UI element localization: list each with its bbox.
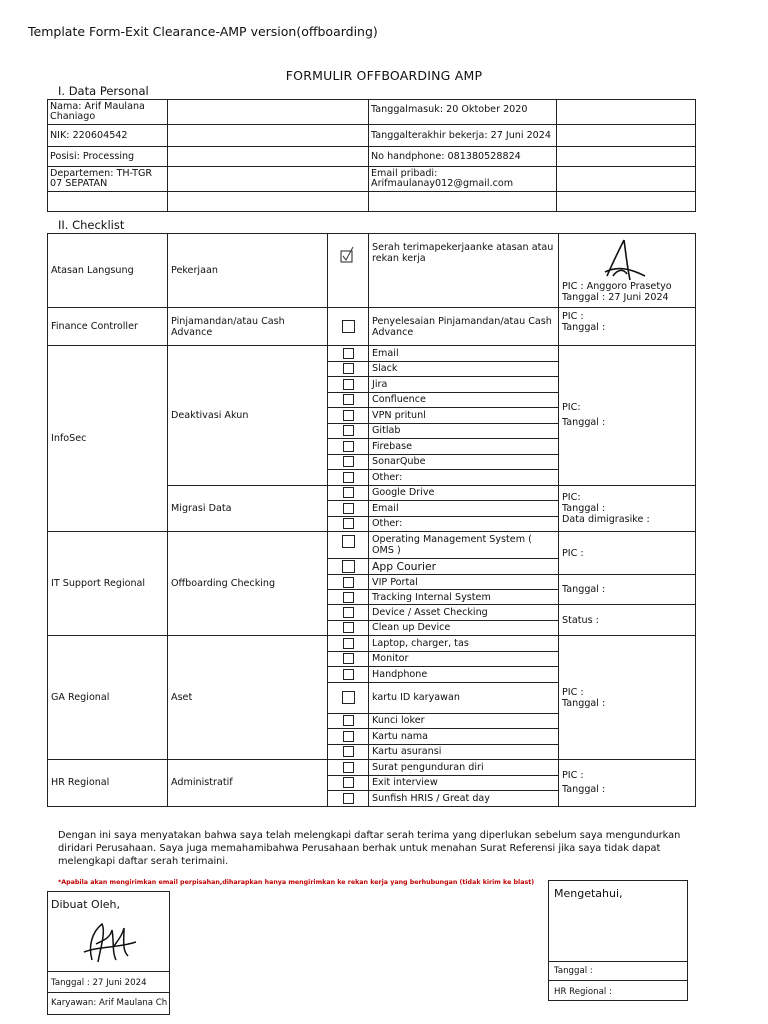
dept-infosec: InfoSec [48, 346, 168, 532]
item-handphone: Handphone [369, 667, 559, 683]
item-tracking: Tracking Internal System [369, 590, 559, 605]
item-gitlab: Gitlab [369, 423, 559, 439]
department-cell: Departemen: TH-TGR 07 SEPATAN [48, 167, 168, 192]
checkbox-email[interactable] [343, 348, 354, 359]
nik-cell: NIK: 220604542 [48, 125, 168, 147]
statement-text: Dengan ini saya menyatakan bahwa saya telah melengkapi daftar serah terima yang diperlukan sebelum saya mengundurkan diridari Perusahaan. Saya juga memahamibahwa Perusahaan berhak untuk menahan Surat Referensi jika saya tidak dapat melengkapi daftar serah terimaini. [58, 830, 681, 867]
created-date: Tanggal : 27 Juni 2024 [51, 978, 147, 988]
form-title: FORMULIR OFFBOARDING AMP [285, 68, 483, 83]
pic-ga: PIC : [562, 686, 584, 698]
checkbox-oms[interactable] [342, 535, 355, 548]
item-confluence: Confluence [369, 392, 559, 408]
dept-ga: GA Regional [48, 636, 168, 760]
checkbox-cash-advance[interactable] [342, 320, 355, 333]
acknowledged-box [548, 880, 688, 1001]
checkbox-kartu-nama[interactable] [343, 731, 354, 742]
created-by-box [47, 891, 170, 1015]
pic-it-support: PIC : [559, 532, 696, 575]
checkbox-slack[interactable] [343, 363, 354, 374]
category-pinjaman: Pinjamandan/atau Cash Advance [168, 308, 328, 346]
item-email: Email [369, 346, 559, 362]
dept-finance: Finance Controller [48, 308, 168, 346]
personal-data-table [47, 99, 696, 212]
start-date-cell: Tanggalmasuk: 20 Oktober 2020 [369, 100, 557, 125]
checkbox-kunci-loker[interactable] [343, 715, 354, 726]
item-laptop: Laptop, charger, tas [369, 636, 559, 652]
checkbox-exit-interview[interactable] [343, 777, 354, 788]
tanggal-it-support: Tanggal : [559, 575, 696, 605]
pic-finance: PIC : [562, 311, 584, 322]
name-cell: Nama: Arif Maulana Chaniago [48, 100, 168, 125]
checkbox-sonarqube[interactable] [343, 456, 354, 467]
dept-it-support: IT Support Regional [48, 532, 168, 636]
employee-name: Karyawan: Arif Maulana Ch [51, 998, 168, 1008]
category-administratif: Administratif [168, 760, 328, 807]
item-migrasi-email: Email [369, 501, 559, 517]
pic-atasan: PIC : Anggoro Prasetyo [562, 281, 672, 292]
item-kunci-loker: Kunci loker [369, 713, 559, 729]
item-jira: Jira [369, 377, 559, 393]
tanggal-hr: Tanggal : [562, 784, 606, 796]
checkbox-migrasi-email[interactable] [343, 503, 354, 514]
item-kartu-nama: Kartu nama [369, 729, 559, 745]
checkbox-clean-up[interactable] [343, 622, 354, 633]
item-kartu-asuransi: Kartu asuransi [369, 744, 559, 760]
checkbox-firebase[interactable] [343, 441, 354, 452]
template-title: Template Form-Exit Clearance-AMP version(offboarding) [28, 24, 378, 39]
checkbox-tracking[interactable] [343, 592, 354, 603]
phone-cell: No handphone: 081380528824 [369, 147, 557, 167]
item-app-courier: App Courier [369, 559, 559, 575]
item-device-asset: Device / Asset Checking [369, 605, 559, 621]
tanggal-finance: Tanggal : [562, 322, 606, 333]
category-pekerjaan: Pekerjaan [168, 234, 328, 308]
tanggal-infosec-deaktivasi: Tanggal : [562, 417, 606, 429]
tanggal-ga: Tanggal : [562, 697, 606, 709]
item-exit-interview: Exit interview [369, 775, 559, 791]
item-serah-terima: Serah terimapekerjaanke atasan atau rekan kerja [369, 234, 559, 308]
ack-date: Tanggal : [554, 966, 593, 976]
checkbox-surat-pengunduran[interactable] [343, 762, 354, 773]
item-oms: Operating Management System ( OMS ) [369, 532, 559, 559]
checkbox-gitlab[interactable] [343, 425, 354, 436]
category-deaktivasi: Deaktivasi Akun [168, 346, 328, 486]
item-google-drive: Google Drive [369, 485, 559, 501]
supervisor-signature [599, 236, 649, 284]
item-vip-portal: VIP Portal [369, 575, 559, 590]
checkbox-jira[interactable] [343, 379, 354, 390]
checkbox-confluence[interactable] [343, 394, 354, 405]
dept-hr: HR Regional [48, 760, 168, 807]
acknowledged-label: Mengetahui, [554, 887, 623, 900]
section-checklist-heading: II. Checklist [58, 218, 125, 232]
end-date-cell: Tanggalterakhir bekerja: 27 Juni 2024 [369, 125, 557, 147]
pic-infosec-migrasi: PIC: [562, 491, 581, 503]
tanggal-atasan: Tanggal : 27 Juni 2024 [562, 292, 669, 303]
tanggal-infosec-migrasi: Tanggal : [562, 502, 606, 514]
category-offboarding-checking: Offboarding Checking [168, 532, 328, 636]
item-firebase: Firebase [369, 439, 559, 455]
item-monitor: Monitor [369, 651, 559, 667]
checklist-table [47, 233, 696, 807]
dept-atasan: Atasan Langsung [48, 234, 168, 308]
checkbox-handphone[interactable] [343, 669, 354, 680]
item-sunfish: Sunfish HRIS / Great day [369, 791, 559, 807]
checkbox-kartu-id[interactable] [342, 691, 355, 704]
item-clean-up: Clean up Device [369, 620, 559, 636]
data-dimigrasi: Data dimigrasike : [562, 513, 650, 525]
email-note: *Apabila akan mengirimkan email perpisahan,diharapkan hanya mengirimkan ke rekan kerja yang berhubungan (tidak kirim ke blast) [58, 879, 535, 886]
email-cell: Email pribadi: Arifmaulanay012@gmail.com [369, 167, 557, 192]
section-data-personal-heading: I. Data Personal [58, 84, 149, 98]
item-cash-advance: Penyelesaian Pinjamandan/atau Cash Advance [369, 308, 559, 346]
created-by-label: Dibuat Oleh, [51, 898, 120, 911]
item-other-deaktivasi: Other: [369, 470, 559, 486]
item-other-migrasi: Other: [369, 516, 559, 532]
checkbox-vip-portal[interactable] [343, 577, 354, 588]
checkbox-serah-terima[interactable] [340, 245, 356, 263]
checkbox-kartu-asuransi[interactable] [343, 746, 354, 757]
checkbox-other-migrasi[interactable] [343, 518, 354, 529]
checkbox-device-asset[interactable] [343, 607, 354, 618]
item-sonarqube: SonarQube [369, 454, 559, 470]
category-aset: Aset [168, 636, 328, 760]
checkbox-vpn[interactable] [343, 410, 354, 421]
checkbox-sunfish[interactable] [343, 793, 354, 804]
checkbox-monitor[interactable] [343, 653, 354, 664]
ack-hr: HR Regional : [554, 987, 612, 997]
item-kartu-id: kartu ID karyawan [369, 682, 559, 713]
checkbox-laptop[interactable] [343, 638, 354, 649]
item-slack: Slack [369, 361, 559, 377]
item-surat-pengunduran: Surat pengunduran diri [369, 760, 559, 776]
position-cell: Posisi: Processing [48, 147, 168, 167]
pic-hr: PIC : [562, 770, 584, 782]
checkbox-app-courier[interactable] [342, 560, 355, 573]
status-it-support: Status : [559, 605, 696, 636]
item-vpn: VPN pritunl [369, 408, 559, 424]
category-migrasi: Migrasi Data [168, 485, 328, 532]
employee-signature [78, 916, 138, 968]
checkbox-google-drive[interactable] [343, 487, 354, 498]
pic-infosec-deaktivasi: PIC: [562, 402, 581, 414]
checkbox-other-deaktivasi[interactable] [343, 472, 354, 483]
